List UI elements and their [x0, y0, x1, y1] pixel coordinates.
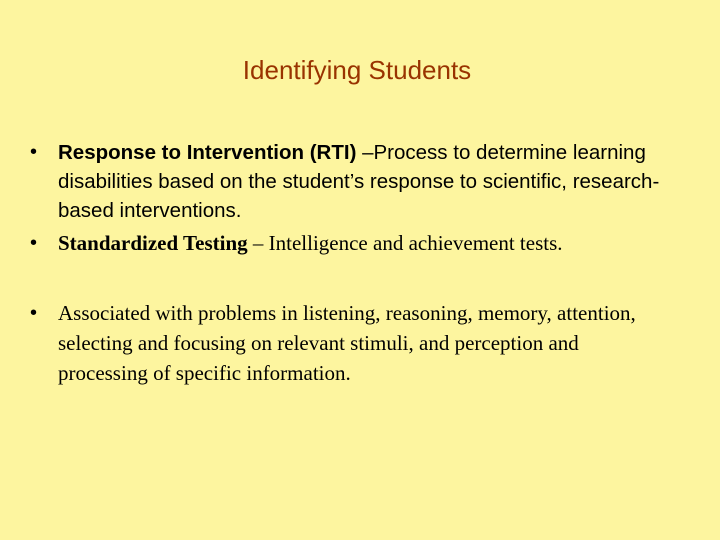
- bullet-item-rti: [30, 138, 690, 225]
- bullet-text: [58, 138, 690, 225]
- bullet-item-standardized-testing: [30, 229, 690, 258]
- bullet-body: –Process to determine learning disabilities based on the student’s response to scientific, research-based interventions.: [58, 141, 660, 222]
- bullet-text: Associated with problems in listening, reasoning, memory, attention, selecting and focusing on relevant stimuli, and perception and processing of specific information.: [58, 301, 636, 385]
- slide-title: Identifying Students: [242, 55, 472, 85]
- bullet-dot-icon: •: [30, 232, 38, 254]
- bullet-dot-icon: •: [30, 302, 38, 324]
- bullet-text: [58, 229, 690, 258]
- bullet-body: – Intelligence and achievement tests.: [247, 231, 563, 255]
- bullet-item-associated-problems: [30, 298, 650, 388]
- bullet-term: Response to Intervention (RTI): [58, 141, 357, 164]
- bullet-dot-icon: •: [30, 141, 38, 163]
- bullet-term: Standardized Testing: [58, 231, 248, 255]
